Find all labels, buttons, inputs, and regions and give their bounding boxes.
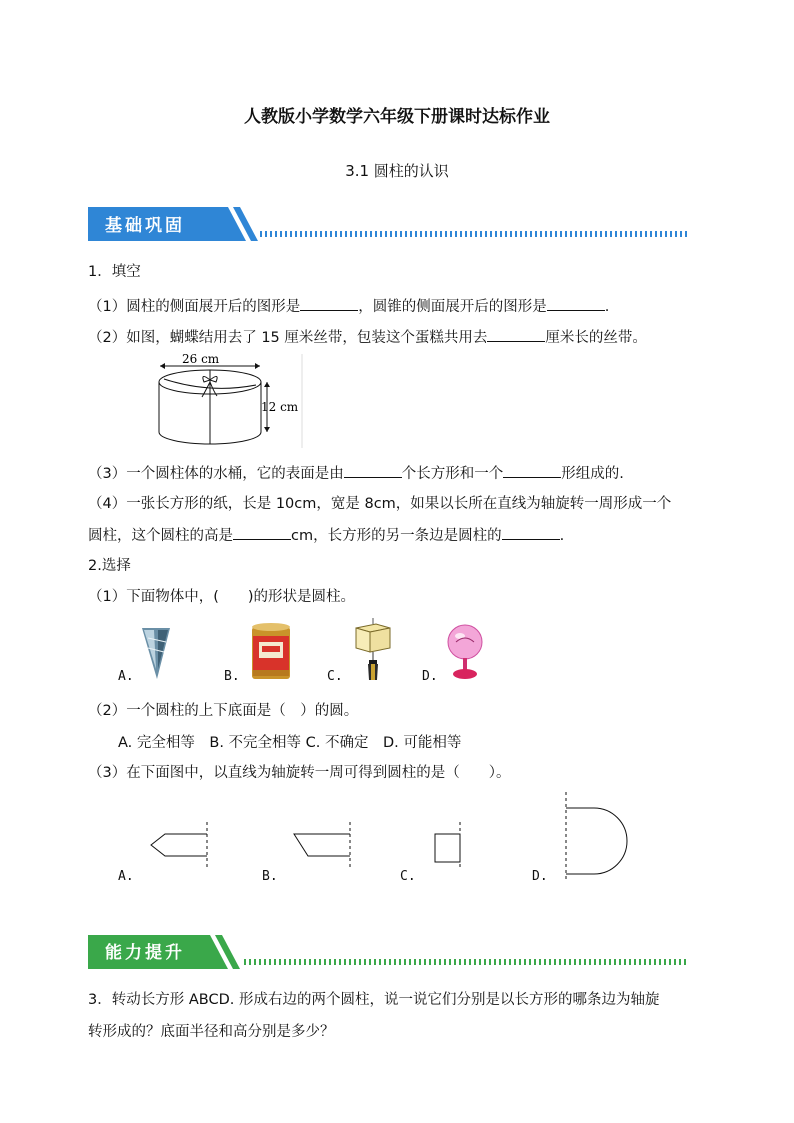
tin-can-image — [250, 622, 292, 682]
shape-option-b — [288, 822, 358, 872]
height-label: 12 cm — [261, 400, 299, 414]
q1-part4-line2: 圆柱，这个圆柱的高是 cm，长方形的另一条边是圆柱的 . — [88, 525, 564, 546]
q2-1-option-b[interactable]: B. — [224, 669, 240, 684]
q2-part2: （2）一个圆柱的上下底面是（ ）的圆。 — [88, 703, 359, 719]
q2-3-option-c[interactable]: C. — [400, 869, 416, 884]
answer-blank[interactable] — [547, 296, 605, 311]
q2-3-option-d[interactable]: D. — [532, 869, 548, 884]
lantern-image — [352, 618, 394, 686]
q1-part1: （1）圆柱的侧面展开后的图形是 ，圆锥的侧面展开后的图形是 . — [88, 296, 609, 317]
q2-part3: （3）在下面图中，以直线为轴旋转一周可得到圆柱的是（ ）。 — [88, 765, 511, 781]
q2-3-option-b[interactable]: B. — [262, 869, 278, 884]
section-banner-basic — [88, 207, 688, 241]
ornament-on-stand-image — [444, 622, 486, 684]
section-label-basic: 基础巩固 — [105, 216, 185, 236]
q1-heading: 1．填空 — [88, 264, 141, 280]
cake-cylinder-figure — [150, 352, 310, 452]
q2-1-option-a[interactable]: A. — [118, 669, 134, 684]
page-subtitle: 3.1 圆柱的认识 — [345, 162, 449, 180]
answer-blank[interactable] — [487, 327, 545, 342]
shape-option-c — [430, 822, 470, 872]
shape-option-a — [145, 822, 215, 872]
section-label-advanced: 能力提升 — [105, 943, 185, 963]
q2-part2-options[interactable]: A. 完全相等 B. 不完全相等 C. 不确定 D. 可能相等 — [118, 735, 462, 751]
answer-blank[interactable] — [300, 296, 358, 311]
section-banner-advanced — [88, 935, 688, 969]
page-title: 人教版小学数学六年级下册课时达标作业 — [244, 107, 550, 127]
answer-blank[interactable] — [344, 463, 402, 478]
q2-1-option-d[interactable]: D. — [422, 669, 438, 684]
q3-line2: 转形成的？底面半径和高分别是多少？ — [88, 1024, 335, 1040]
ice-cream-cone-image — [140, 624, 172, 682]
answer-blank[interactable] — [233, 525, 291, 540]
width-label: 26 cm — [182, 352, 220, 366]
q1-part3: （3）一个圆柱体的水桶，它的表面是由 个长方形和一个 形组成的. — [88, 463, 624, 484]
q2-3-option-a[interactable]: A. — [118, 869, 134, 884]
answer-blank[interactable] — [502, 525, 560, 540]
q1-part2: （2）如图，蝴蝶结用去了 15 厘米丝带，包装这个蛋糕共用去 厘米长的丝带。 — [88, 327, 647, 348]
q2-1-option-c[interactable]: C. — [327, 669, 343, 684]
q1-part4-line1: （4）一张长方形的纸，长是 10cm，宽是 8cm，如果以长所在直线为轴旋转一周形成一个 — [88, 496, 672, 512]
q2-heading: 2.选择 — [88, 558, 131, 574]
q3-line1: 3．转动长方形 ABCD. 形成右边的两个圆柱，说一说它们分别是以长方形的哪条边为轴旋 — [88, 992, 660, 1008]
shape-option-d — [560, 792, 640, 882]
answer-blank[interactable] — [503, 463, 561, 478]
q2-part1: （1）下面物体中，( )的形状是圆柱。 — [88, 589, 356, 605]
